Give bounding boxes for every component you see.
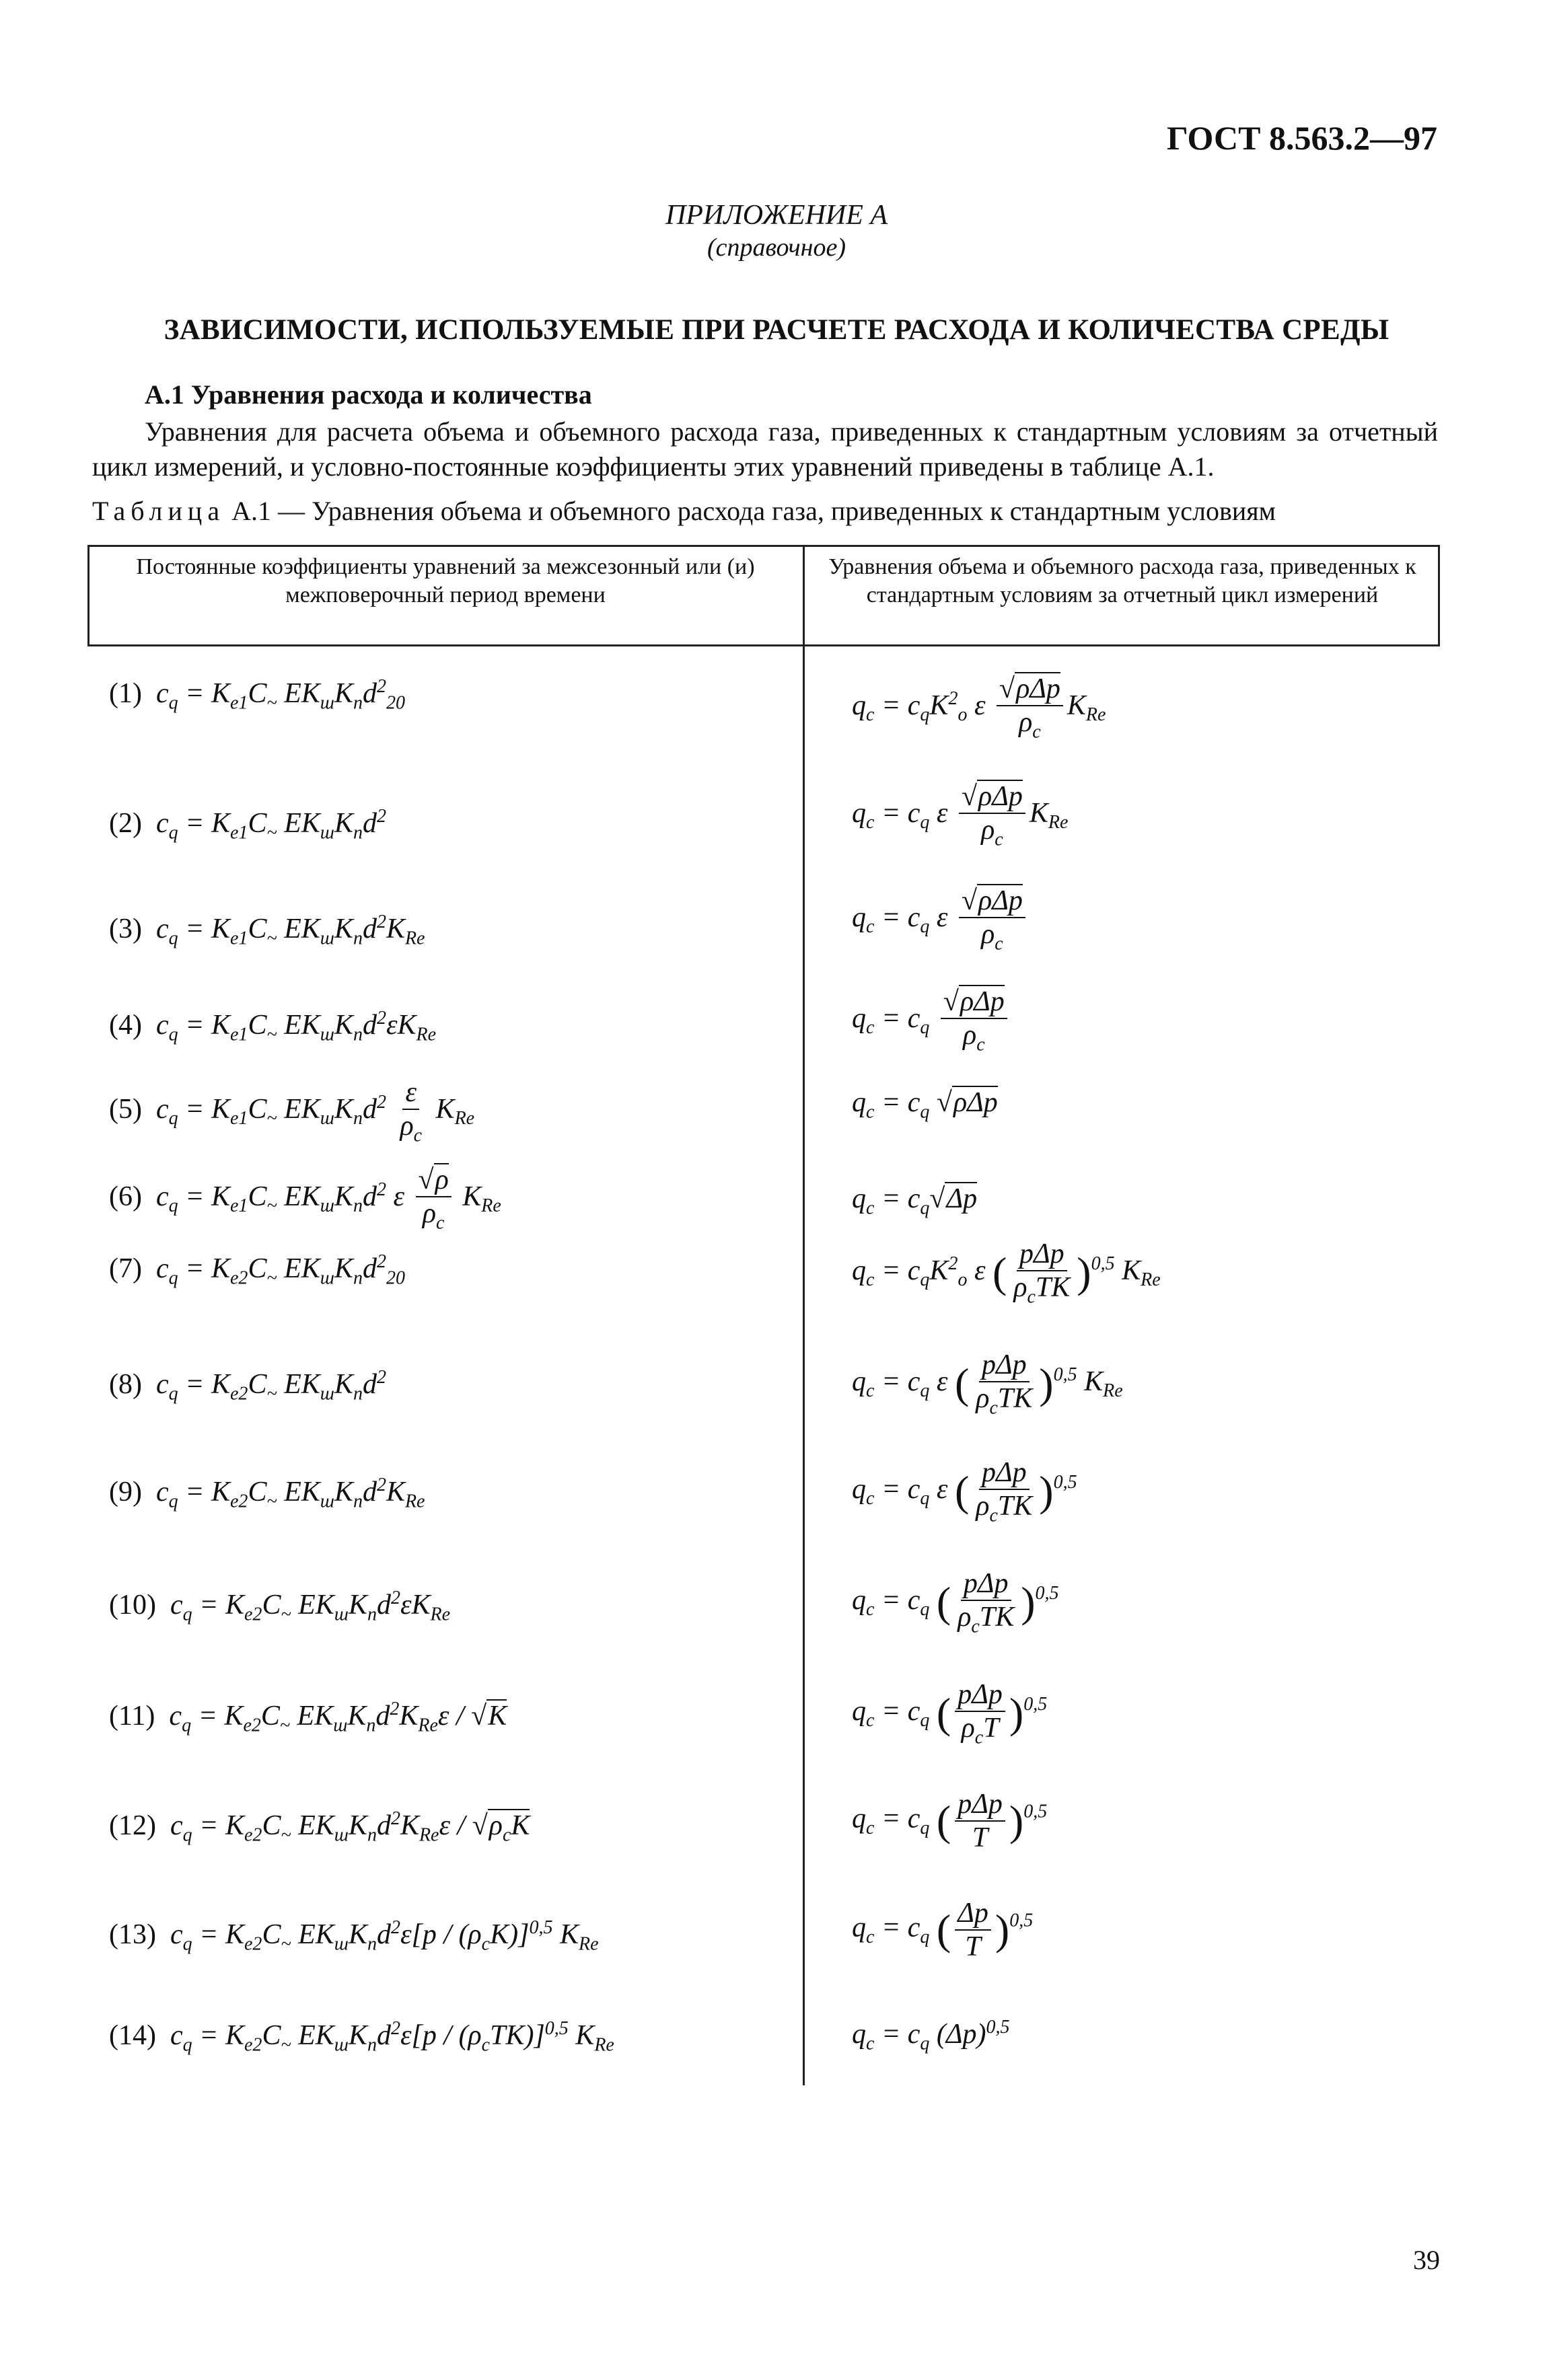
intro-paragraph: Уравнения для расчета объема и объемного расхода газа, приведенных к стандартным условиям за отчетный цикл измерений, и условно-постоянные коэффициенты этих уравнений приведены в таблице А.1. xyxy=(92,416,1438,482)
row-number: (8) xyxy=(109,1369,142,1400)
table-column-divider xyxy=(803,545,805,2085)
left-equation-1: (1) $c_q = K_{e1}C_\sim$ $EK_шK_пd^2_{20}$ xyxy=(109,676,405,714)
main-title: ЗАВИСИМОСТИ, ИСПОЛЬЗУЕМЫЕ ПРИ РАСЧЕТЕ РАСХОДА И КОЛИЧЕСТВА СРЕДЫ xyxy=(164,314,1389,346)
right-equation-13: $q_c = c_q$ ( $\frac{\Delta p}{T}$ )$^{0,5}$ xyxy=(852,1898,1034,1962)
row-number: (6) xyxy=(109,1181,142,1212)
right-equation-12: $q_c = c_q$ ( $\frac{\text{pΔp}}{T}$ )$^{0,5}$ xyxy=(852,1789,1048,1853)
left-equation-3: (3) $c_q = K_{e1}C_\sim$ $EK_шK_пd^2K_{Re}$ xyxy=(109,912,425,949)
left-equation-11: (11) $c_q = K_{e2}C_\sim$ $EK_шK_пd^2K_{Re}\varepsilon / √K$ xyxy=(109,1699,507,1736)
row-number: (3) xyxy=(109,914,142,944)
left-equation-14: (14) $c_q = K_{e2}C_\sim$ $EK_шK_пd^2\varepsilon[p / (\rho_cTK)]^{0,5}$ $K_{Re}$ xyxy=(109,2018,614,2056)
row-number: (11) xyxy=(109,1701,155,1732)
equations-table xyxy=(87,545,1440,2085)
table-caption xyxy=(92,495,1465,527)
right-equation-14: $q_c = c_q$ $(\Delta p)^{0,5}$ xyxy=(852,2017,1010,2054)
section-heading: А.1 Уравнения расхода и количества xyxy=(145,379,592,410)
left-equation-9: (9) $c_q = K_{e2}C_\sim$ $EK_шK_пd^2K_{Re}$ xyxy=(109,1475,425,1512)
row-number: (5) xyxy=(109,1093,142,1125)
left-equation-5: (5) $c_q = K_{e1}C_\sim$ $EK_шK_пd^2$ $\frac{\varepsilon}{\rho_c}$ $K_{Re}$ xyxy=(109,1077,475,1146)
row-number: (13) xyxy=(109,1919,156,1950)
left-equation-6: (6) $c_q = K_{e1}C_\sim$ $EK_шK_пd^2$ ε $\frac{√\rho}{\rho_c}$ $K_{Re}$ xyxy=(109,1164,501,1234)
row-number: (9) xyxy=(109,1477,142,1508)
left-equation-7: (7) $c_q = K_{e2}C_\sim$ $EK_шK_пd^2_{20}$ xyxy=(109,1251,405,1289)
left-equation-12: (12) $c_q = K_{e2}C_\sim$ $EK_шK_пd^2K_{Re}\varepsilon / √\rho_cK$ xyxy=(109,1808,530,1846)
row-number: (12) xyxy=(109,1810,156,1841)
column-header-coefficients: Постоянные коэффициенты уравнений за межсезонный или (и) межповерочный период времени xyxy=(136,554,755,607)
column-header-equations: Уравнения объема и объемного расхода газа, приведенных к стандартным условиям за отчетный цикл измерений xyxy=(828,554,1416,607)
row-number: (4) xyxy=(109,1010,142,1041)
row-number: (2) xyxy=(109,808,142,839)
left-equation-8: (8) $c_q = K_{e2}C_\sim$ $EK_шK_пd^2$ xyxy=(109,1367,386,1405)
standard-number: ГОСТ 8.563.2—97 xyxy=(1166,119,1437,157)
right-equation-3: $q_c = c_q$ ε $\frac{\text{√ρΔp}}{\rho_c}$ xyxy=(852,885,1030,955)
left-equation-13: (13) $c_q = K_{e2}C_\sim$ $EK_шK_пd^2\varepsilon[p / (\rho_cK)]^{0,5}$ $K_{Re}$ xyxy=(109,1917,599,1955)
row-number: (10) xyxy=(109,1590,156,1621)
row-number: (14) xyxy=(109,2020,156,2051)
right-equation-1: $q_c = c_qK^2_o$ ε $\frac{\text{√ρΔp}}{\rho_c}$ $K_{Re}$ xyxy=(852,673,1106,743)
row-number: (7) xyxy=(109,1253,142,1284)
right-equation-4: $q_c = c_q$ $\frac{\text{√ρΔp}}{\rho_c}$ xyxy=(852,986,1011,1055)
row-number: (1) xyxy=(109,678,142,709)
caption-label: Таблица xyxy=(92,496,225,526)
right-equation-2: $q_c = c_q$ ε $\frac{\text{√ρΔp}}{\rho_c}$ $K_{Re}$ xyxy=(852,781,1069,850)
table-top-border xyxy=(87,545,1440,547)
right-equation-8: $q_c = c_q$ ε ( $\frac{\text{pΔp}}{\rho_cTK}$ )$^{0,5}$ $K_{Re}$ xyxy=(852,1349,1123,1419)
left-equation-4: (4) $c_q = K_{e1}C_\sim$ $EK_шK_пd^2\varepsilon K_{Re}$ xyxy=(109,1008,437,1045)
right-equation-11: $q_c = c_q$ ( $\frac{\text{pΔp}}{\rho_cT}$ )$^{0,5}$ xyxy=(852,1679,1048,1748)
left-equation-2: (2) $c_q = K_{e1}C_\sim$ $EK_шK_пd^2$ xyxy=(109,806,386,844)
right-equation-7: $q_c = c_qK^2_o$ ε ( $\frac{\text{pΔp}}{\rho_cTK}$ )$^{0,5}$ $K_{Re}$ xyxy=(852,1238,1161,1308)
right-equation-9: $q_c = c_q$ ε ( $\frac{\text{pΔp}}{\rho_cTK}$ )$^{0,5}$ xyxy=(852,1457,1077,1526)
caption-text: А.1 — Уравнения объема и объемного расхода газа, приведенных к стандартным условиям xyxy=(225,496,1276,526)
appendix-subtitle: (справочное) xyxy=(707,233,846,262)
appendix-title: ПРИЛОЖЕНИЕ А xyxy=(665,200,888,231)
right-equation-10: $q_c = c_q$ ( $\frac{\text{pΔp}}{\rho_cTK}$ )$^{0,5}$ xyxy=(852,1568,1059,1637)
left-equation-10: (10) $c_q = K_{e2}C_\sim$ $EK_шK_пd^2\varepsilon K_{Re}$ xyxy=(109,1588,451,1625)
right-equation-6: $q_c = c_q√\Delta p$ xyxy=(852,1183,978,1219)
right-equation-5: $q_c = c_q$ √ρΔp xyxy=(852,1087,998,1123)
page-number: 39 xyxy=(1413,2245,1440,2275)
table-header-divider xyxy=(87,644,1440,646)
